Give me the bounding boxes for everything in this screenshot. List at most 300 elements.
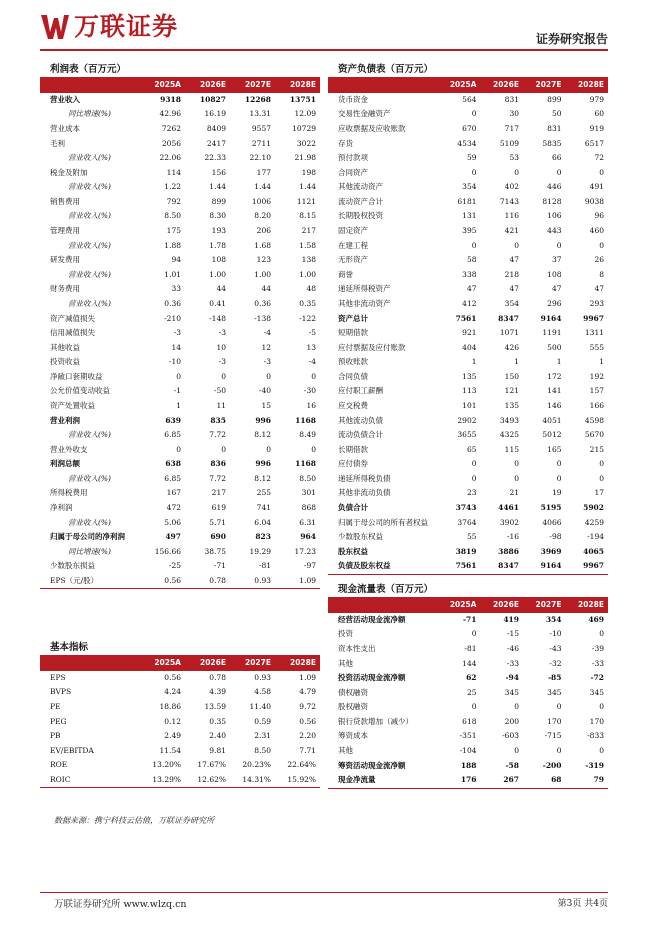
- row-label: 商誉: [338, 269, 353, 279]
- table-row: [40, 224, 320, 239]
- value-cell: 113: [462, 386, 477, 396]
- value-cell: -104: [459, 746, 477, 756]
- value-cell: 146: [547, 401, 562, 410]
- table-row: [40, 311, 320, 326]
- value-cell: 619: [211, 503, 226, 513]
- value-cell: 4066: [542, 517, 562, 527]
- value-cell: 868: [301, 503, 316, 513]
- value-cell: 217: [301, 226, 316, 236]
- value-cell: 5670: [584, 430, 604, 440]
- value-cell: -4: [308, 357, 316, 367]
- value-cell: 8: [599, 269, 604, 279]
- value-cell: 8409: [206, 124, 226, 134]
- row-label: 股权融资: [338, 702, 368, 712]
- value-cell: 5835: [542, 138, 562, 148]
- value-cell: 116: [504, 211, 519, 221]
- value-cell: -16: [506, 532, 519, 542]
- value-cell: 12.62%: [197, 774, 226, 784]
- table-row: [40, 743, 320, 758]
- value-cell: 469: [588, 614, 604, 624]
- value-cell: 47: [466, 284, 477, 294]
- row-label: 预付款项: [338, 153, 368, 163]
- value-cell: 500: [547, 342, 562, 352]
- value-cell: 0: [221, 371, 226, 381]
- value-cell: 170: [547, 716, 562, 726]
- value-cell: 0: [176, 444, 181, 454]
- value-cell: 1.00: [299, 269, 316, 279]
- row-label: 少数股东损益: [50, 561, 95, 571]
- row-label: 长期借款: [338, 444, 368, 454]
- row-label: 净敞口套期收益: [50, 371, 103, 381]
- row-label: 负债及股东权益: [338, 561, 391, 571]
- value-cell: 792: [166, 196, 181, 206]
- table-row: [328, 642, 608, 657]
- value-cell: 0: [311, 444, 316, 454]
- value-cell: 11.40: [249, 702, 271, 712]
- value-cell: 0.78: [209, 672, 226, 682]
- row-label: 净利润: [50, 503, 73, 513]
- value-cell: 0.56: [299, 716, 316, 726]
- value-cell: 2.49: [164, 731, 181, 741]
- value-cell: 192: [589, 371, 604, 381]
- value-cell: -1: [173, 386, 181, 396]
- value-cell: 12268: [244, 94, 271, 104]
- value-cell: 22.06: [159, 153, 181, 163]
- row-label: 递延所得税资产: [338, 284, 391, 294]
- value-cell: 2.31: [254, 731, 271, 741]
- year-header: 2025A: [438, 78, 481, 93]
- table-row: [328, 370, 608, 385]
- value-cell: 404: [462, 342, 477, 352]
- value-cell: 354: [462, 182, 477, 192]
- value-cell: 156.66: [154, 546, 181, 556]
- row-label: 同比增速(%): [68, 109, 111, 119]
- value-cell: 25: [466, 687, 477, 697]
- value-cell: -194: [587, 532, 604, 542]
- value-cell: 58: [466, 255, 477, 265]
- value-cell: 3902: [499, 517, 519, 527]
- value-cell: 8347: [498, 313, 519, 323]
- value-cell: 2902: [457, 415, 477, 425]
- value-cell: 443: [547, 226, 562, 236]
- row-label: 毛利: [50, 138, 65, 148]
- value-cell: -40: [258, 386, 271, 396]
- value-cell: 5109: [499, 138, 519, 148]
- value-cell: 215: [589, 444, 604, 454]
- value-cell: 141: [547, 386, 562, 396]
- year-header: 2025A: [438, 598, 481, 613]
- value-cell: 135: [462, 371, 477, 381]
- table-row: [328, 180, 608, 195]
- value-cell: 0.36: [254, 298, 271, 308]
- value-cell: 4.24: [164, 687, 181, 697]
- value-cell: 167: [166, 488, 181, 498]
- value-cell: 1.01: [164, 269, 181, 279]
- balance-header-row: [328, 78, 608, 93]
- value-cell: 175: [166, 226, 181, 236]
- value-cell: 101: [462, 401, 477, 410]
- value-cell: 7561: [455, 313, 477, 323]
- value-cell: 0: [471, 702, 477, 712]
- value-cell: 255: [256, 488, 271, 498]
- table-row: [328, 326, 608, 341]
- value-cell: -46: [506, 644, 519, 654]
- year-header: 2028E: [275, 656, 320, 671]
- value-cell: 1: [176, 401, 181, 410]
- value-cell: 165: [547, 444, 562, 454]
- value-cell: 68: [551, 775, 562, 785]
- value-cell: 1.09: [299, 575, 316, 585]
- table-row: [40, 136, 320, 151]
- value-cell: -319: [585, 760, 604, 770]
- value-cell: 60: [594, 109, 604, 119]
- value-cell: 1: [514, 357, 519, 367]
- row-label: 筹资活动现金流净额: [338, 760, 406, 770]
- value-cell: 293: [589, 298, 604, 308]
- row-label: 应付债券: [338, 459, 368, 469]
- value-cell: 3743: [455, 503, 477, 513]
- value-cell: 8.50: [299, 473, 316, 483]
- value-cell: 55: [466, 532, 477, 542]
- value-cell: -39: [591, 644, 604, 654]
- company-logo: [40, 12, 178, 42]
- value-cell: -10: [549, 629, 562, 639]
- cashflow-header-row: [328, 598, 608, 613]
- table-row: [40, 268, 320, 283]
- row-label: 货币资金: [338, 94, 368, 104]
- value-cell: 996: [255, 459, 271, 469]
- value-cell: -351: [459, 731, 477, 741]
- value-cell: 2711: [251, 138, 271, 148]
- value-cell: 5902: [583, 503, 604, 513]
- value-cell: 345: [589, 687, 604, 697]
- value-cell: 150: [504, 371, 519, 381]
- table-row: [328, 282, 608, 297]
- value-cell: 21.98: [294, 153, 316, 163]
- value-cell: -4: [263, 328, 271, 338]
- value-cell: 5012: [542, 430, 562, 440]
- header-divider: [40, 49, 608, 51]
- value-cell: 899: [547, 94, 562, 104]
- value-cell: 301: [301, 488, 316, 498]
- row-label: 营业收入(%): [68, 240, 111, 250]
- value-cell: 7143: [499, 196, 519, 206]
- table-row: [328, 209, 608, 224]
- value-cell: 47: [509, 255, 519, 265]
- value-cell: -97: [303, 561, 316, 571]
- footer-divider: [40, 892, 608, 893]
- value-cell: -138: [254, 313, 271, 323]
- year-header: 2027E: [523, 598, 566, 613]
- table-row: [328, 501, 608, 516]
- value-cell: 919: [589, 124, 604, 134]
- value-cell: 1.44: [299, 182, 316, 192]
- row-label: 资产总计: [338, 313, 368, 323]
- value-cell: 717: [504, 124, 519, 134]
- value-cell: 421: [504, 226, 519, 236]
- value-cell: 964: [300, 532, 316, 542]
- row-label: 其他非流动资产: [338, 298, 391, 308]
- value-cell: 564: [462, 94, 477, 104]
- value-cell: 21: [509, 488, 519, 498]
- value-cell: -603: [502, 731, 519, 741]
- value-cell: 831: [504, 94, 519, 104]
- row-label: EV/EBITDA: [50, 745, 94, 755]
- row-label: 股东权益: [338, 546, 368, 556]
- value-cell: 2.20: [299, 731, 316, 741]
- value-cell: 12.09: [294, 109, 316, 119]
- value-cell: -33: [506, 658, 519, 668]
- value-cell: 0: [514, 702, 519, 712]
- value-cell: 108: [211, 255, 226, 265]
- value-cell: 23: [466, 488, 477, 498]
- value-cell: 741: [256, 503, 271, 513]
- value-cell: -200: [542, 760, 562, 770]
- value-cell: 13.29%: [152, 774, 181, 784]
- value-cell: 53: [509, 153, 519, 163]
- row-label: 流动资产合计: [338, 196, 383, 206]
- year-header: 2027E: [230, 656, 275, 671]
- row-label: 经营活动现金流净额: [338, 614, 406, 624]
- value-cell: 13.31: [249, 109, 271, 119]
- row-label: 固定资产: [338, 226, 368, 236]
- value-cell: 15.92%: [287, 774, 316, 784]
- value-cell: 9.72: [299, 702, 316, 712]
- value-cell: 26: [594, 255, 604, 265]
- row-label: 资本性支出: [338, 644, 376, 654]
- value-cell: 1121: [296, 196, 316, 206]
- value-cell: 3819: [455, 546, 477, 556]
- table-row: [328, 472, 608, 487]
- table-row: [40, 773, 320, 788]
- row-label: EPS（元/股）: [50, 575, 99, 585]
- value-cell: 1: [599, 357, 604, 367]
- value-cell: 9318: [160, 94, 181, 104]
- value-cell: 0: [556, 746, 562, 756]
- value-cell: 22.64%: [287, 760, 316, 770]
- table-row: [40, 399, 320, 414]
- value-cell: 6.04: [254, 517, 271, 527]
- table-row: [40, 501, 320, 516]
- table-row: [328, 545, 608, 560]
- value-cell: 6.31: [299, 517, 316, 527]
- value-cell: 1.58: [299, 240, 316, 250]
- row-label: 其他收益: [50, 342, 80, 352]
- row-label: 长期股权投资: [338, 211, 383, 221]
- value-cell: 13: [306, 342, 316, 352]
- table-row: [328, 384, 608, 399]
- value-cell: -15: [506, 629, 519, 639]
- logo-text: 万联证券: [74, 12, 179, 41]
- value-cell: 3969: [540, 546, 562, 556]
- row-label: 资产减值损失: [50, 313, 95, 323]
- value-cell: 72: [594, 153, 604, 163]
- value-cell: 9038: [584, 196, 604, 206]
- value-cell: 690: [210, 532, 226, 542]
- row-label: 递延所得税负债: [338, 473, 391, 483]
- value-cell: -71: [462, 614, 477, 624]
- value-cell: 426: [504, 342, 519, 352]
- value-cell: 131: [462, 211, 477, 221]
- value-cell: 1: [556, 357, 562, 367]
- table-row: [328, 340, 608, 355]
- table-row: [328, 93, 608, 108]
- value-cell: 7.72: [209, 430, 226, 440]
- value-cell: 0: [266, 444, 271, 454]
- value-cell: 0: [556, 167, 562, 177]
- value-cell: 172: [547, 371, 562, 381]
- value-cell: 4.79: [299, 687, 316, 697]
- table-row: [40, 574, 320, 589]
- year-header: 2027E: [523, 78, 566, 93]
- value-cell: 14.31%: [242, 774, 271, 784]
- row-label: 利润总额: [50, 459, 80, 469]
- value-cell: 114: [166, 167, 181, 177]
- value-cell: 10: [216, 342, 226, 352]
- value-cell: 395: [462, 226, 477, 236]
- value-cell: 10729: [292, 124, 316, 134]
- table-row: [328, 486, 608, 501]
- row-label: 应付职工薪酬: [338, 386, 383, 396]
- table-row: [328, 151, 608, 166]
- row-label: 营业收入(%): [68, 430, 111, 440]
- value-cell: 6517: [584, 138, 604, 148]
- year-header: 2025A: [140, 78, 185, 93]
- value-cell: 59: [466, 153, 477, 163]
- table-row: [328, 700, 608, 715]
- row-label: 投资: [338, 629, 353, 639]
- value-cell: 123: [256, 255, 271, 265]
- value-cell: 0: [514, 746, 519, 756]
- table-row: [40, 209, 320, 224]
- value-cell: 1.09: [299, 672, 316, 682]
- value-cell: 921: [462, 328, 477, 338]
- value-cell: 96: [594, 211, 604, 221]
- value-cell: 0.35: [299, 298, 316, 308]
- row-label: 所得税费用: [50, 488, 88, 498]
- row-label: 营业收入(%): [68, 153, 111, 163]
- table-row: [328, 744, 608, 759]
- value-cell: 1.44: [254, 182, 271, 192]
- value-cell: 9164: [540, 561, 562, 571]
- row-label: 营业成本: [50, 124, 80, 134]
- value-cell: 5.06: [164, 517, 181, 527]
- table-row: [40, 326, 320, 341]
- value-cell: 0: [599, 459, 604, 469]
- value-cell: 9967: [583, 561, 604, 571]
- value-cell: 0: [599, 629, 604, 639]
- row-label: 筹资成本: [338, 731, 368, 741]
- row-label: 信用减值损失: [50, 328, 95, 338]
- row-label: 流动负债合计: [338, 430, 383, 440]
- value-cell: 121: [504, 386, 519, 396]
- row-label: PEG: [50, 716, 67, 726]
- value-cell: 65: [466, 444, 477, 454]
- value-cell: 13.20%: [152, 760, 181, 770]
- value-cell: 1.78: [209, 240, 226, 250]
- row-label: 在建工程: [338, 240, 368, 250]
- value-cell: -81: [464, 644, 477, 654]
- value-cell: 22.33: [204, 153, 226, 163]
- value-cell: -25: [168, 561, 181, 571]
- value-cell: 0.35: [209, 716, 226, 726]
- value-cell: 0: [556, 473, 562, 483]
- value-cell: 22.10: [249, 153, 271, 163]
- table-row: [40, 685, 320, 700]
- value-cell: 0: [599, 473, 604, 483]
- value-cell: 8.12: [254, 430, 271, 440]
- table-row: [328, 253, 608, 268]
- value-cell: 0: [471, 459, 477, 469]
- value-cell: 0: [514, 167, 519, 177]
- value-cell: 0: [471, 629, 477, 639]
- value-cell: 138: [301, 255, 316, 265]
- value-cell: 4065: [583, 546, 604, 556]
- table-row: [328, 685, 608, 700]
- value-cell: -72: [590, 673, 604, 683]
- cashflow-statement: [328, 582, 608, 789]
- row-label: 研发费用: [50, 255, 80, 265]
- value-cell: -94: [505, 673, 519, 683]
- table-row: [328, 671, 608, 686]
- value-cell: -32: [549, 658, 562, 668]
- value-cell: 9164: [540, 313, 562, 323]
- value-cell: 0: [556, 240, 562, 250]
- value-cell: 157: [589, 386, 604, 396]
- table-row: [40, 384, 320, 399]
- table-row: [40, 253, 320, 268]
- value-cell: 7561: [455, 561, 477, 571]
- value-cell: 62: [466, 673, 477, 683]
- income-header-row: [40, 78, 320, 93]
- table-row: [40, 93, 320, 108]
- value-cell: 9.81: [209, 745, 226, 755]
- page-header: [0, 0, 662, 52]
- value-cell: -85: [547, 673, 562, 683]
- table-row: [40, 195, 320, 210]
- value-cell: 6181: [457, 196, 477, 206]
- value-cell: 11.54: [159, 745, 181, 755]
- row-label: 归属于母公司的净利润: [50, 532, 125, 542]
- value-cell: 8.49: [299, 430, 316, 440]
- value-cell: 0: [556, 459, 562, 469]
- table-row: [40, 545, 320, 560]
- table-row: [328, 107, 608, 122]
- value-cell: 17.23: [294, 546, 316, 556]
- metrics-title: 基本指标: [40, 640, 320, 656]
- value-cell: 47: [551, 284, 562, 294]
- value-cell: 836: [210, 459, 226, 469]
- value-cell: 8.20: [254, 211, 271, 221]
- row-label: 财务费用: [50, 284, 80, 294]
- value-cell: 13.59: [204, 702, 226, 712]
- value-cell: 1.22: [164, 182, 181, 192]
- value-cell: 338: [462, 269, 477, 279]
- value-cell: 14: [171, 342, 181, 352]
- value-cell: 16.19: [204, 109, 226, 119]
- table-row: [328, 457, 608, 472]
- logo-w-mark: [40, 12, 70, 42]
- value-cell: 48: [306, 284, 316, 294]
- value-cell: 4259: [584, 517, 604, 527]
- value-cell: 8.15: [299, 211, 316, 221]
- value-cell: 177: [256, 167, 271, 177]
- table-row: [40, 515, 320, 530]
- value-cell: 217: [211, 488, 226, 498]
- value-cell: -30: [303, 386, 316, 396]
- value-cell: 108: [547, 269, 562, 279]
- value-cell: 1168: [295, 459, 316, 469]
